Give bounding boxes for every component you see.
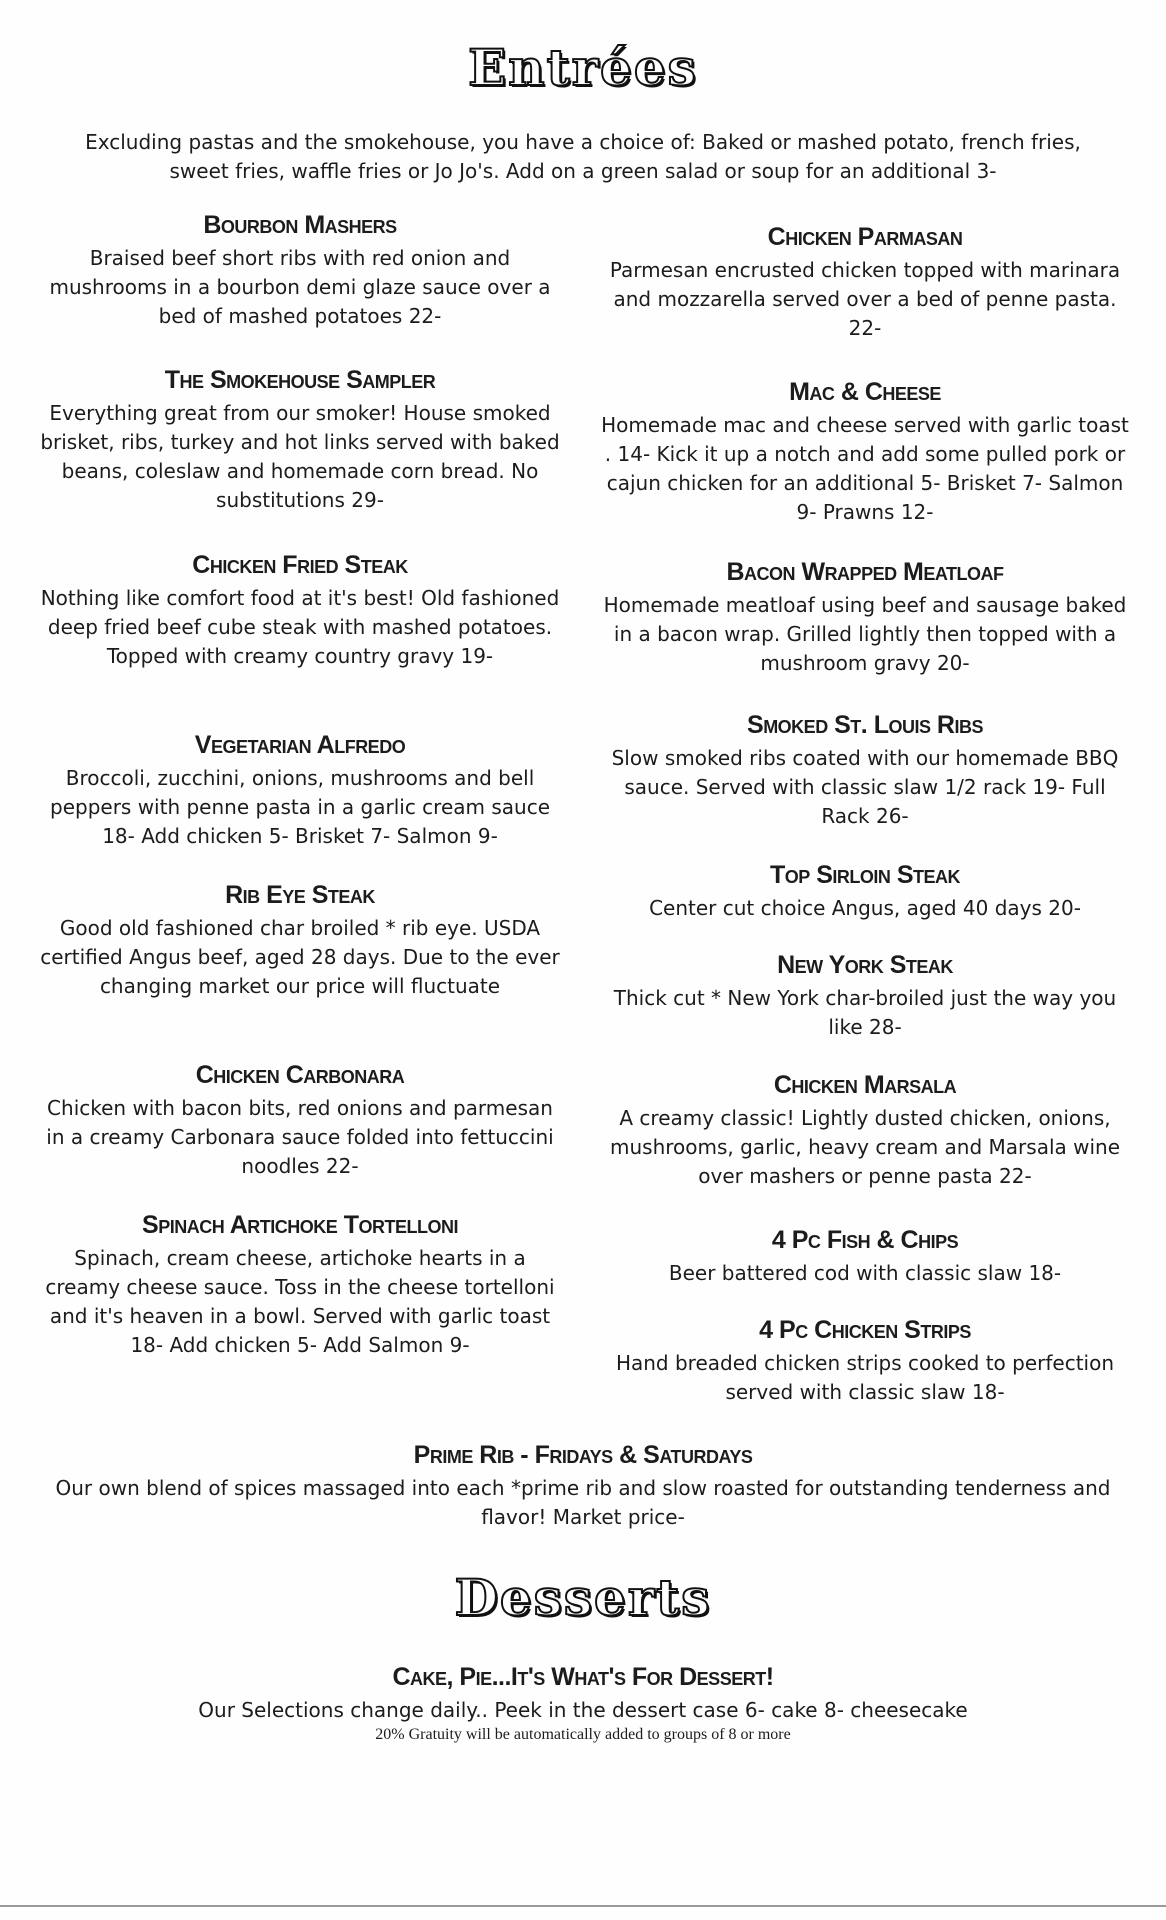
menu-item-chicken-fried-steak [40,550,560,671]
menu-item-description: Slow smoked ribs coated with our homemade BBQ sauce. Served with classic slaw 1/2 rack 19- Full Rack 26- [611,746,1119,828]
menu-item-description: Broccoli, zucchini, onions, mushrooms and bell peppers with penne pasta in a garlic cream sauce 18- Add chicken 5- Brisket 7- Salmon 9- [50,766,550,848]
desserts-heading: Desserts [454,1568,712,1627]
menu-item-description: Our own blend of spices massaged into each *prime rib and slow roasted for outstanding tenderness and flavor! Market price- [55,1476,1111,1529]
menu-item-spinach-artichoke-tortelloni [40,1210,560,1360]
menu-item-description: Nothing like comfort food at it's best! Old fashioned deep fried beef cube steak with mashed potatoes. Topped with creamy country gravy 19- [40,586,560,668]
menu-item-bacon-wrapped-meatloaf [600,557,1130,678]
entrees-intro: Excluding pastas and the smokehouse, you have a choice of: Baked or mashed potato, french fries, sweet fries, waffle fries or Jo Jo's. Add on a green salad or soup for an additional 3- [85,130,1081,183]
menu-item-smoked-st-louis-ribs [600,710,1130,831]
menu-item-title: Chicken Marsala [773,1071,957,1099]
menu-item-title: 4 Pc Chicken Strips [759,1316,971,1344]
menu-item-bourbon-mashers [40,210,560,331]
menu-item-description: Homemade meatloaf using beef and sausage baked in a bacon wrap. Grilled lightly then topped with a mushroom gravy 20- [603,593,1127,675]
dessert-title: Cake, Pie...It's What's For Dessert! [392,1663,774,1691]
menu-item-chicken-strips [600,1315,1130,1407]
menu-item-fish-and-chips [600,1225,1130,1288]
menu-item-title: The Smokehouse Sampler [164,366,436,394]
page-bottom-rule [0,1905,1166,1907]
menu-item-chicken-marsala [600,1070,1130,1191]
menu-item-title: Mac & Cheese [789,378,941,406]
menu-item-top-sirloin-steak [600,860,1130,923]
menu-item-title: Top Sirloin Steak [769,861,960,889]
menu-item-description: Parmesan encrusted chicken topped with marinara and mozzarella served over a bed of penne pasta. 22- [609,258,1121,340]
menu-item-description: Spinach, cream cheese, artichoke hearts in a creamy cheese sauce. Toss in the cheese tortelloni and it's heaven in a bowl. Served with garlic toast 18- Add chicken 5- Add Salmon 9- [45,1246,555,1357]
menu-item-title: New York Steak [777,951,953,979]
menu-item-chicken-parmasan [600,222,1130,343]
dessert-item [30,1662,1136,1745]
menu-item-rib-eye-steak [40,880,560,1001]
menu-item-description: Hand breaded chicken strips cooked to perfection served with classic slaw 18- [615,1351,1115,1404]
menu-item-description: Beer battered cod with classic slaw 18- [668,1261,1062,1285]
menu-item-title: Vegetarian Alfredo [194,731,406,759]
entrees-heading: Entrées [468,38,698,97]
menu-item-title: Bacon Wrapped Meatloaf [726,558,1004,586]
menu-item-vegetarian-alfredo [40,730,560,851]
menu-item-title: Prime Rib - Fridays & Saturdays [413,1441,753,1469]
menu-item-chicken-carbonara [40,1060,560,1181]
menu-item-new-york-steak [600,950,1130,1042]
menu-item-title: Chicken Fried Steak [192,551,408,579]
menu-item-title: Chicken Carbonara [195,1061,405,1089]
dessert-description: Our Selections change daily.. Peek in the dessert case 6- cake 8- cheesecake [198,1698,968,1722]
menu-item-mac-and-cheese [600,377,1130,527]
menu-item-title: Spinach Artichoke Tortelloni [142,1211,458,1239]
menu-item-description: Chicken with bacon bits, red onions and parmesan in a creamy Carbonara sauce folded into fettuccini noodles 22- [46,1096,554,1178]
menu-item-description: Homemade mac and cheese served with garlic toast . 14- Kick it up a notch and add some pulled pork or cajun chicken for an additional 5- Brisket 7- Salmon 9- Prawns 12- [601,413,1129,524]
menu-item-smokehouse-sampler [40,365,560,515]
menu-item-prime-rib [30,1440,1136,1532]
menu-item-title: 4 Pc Fish & Chips [771,1226,959,1254]
menu-item-title: Chicken Parmasan [767,223,963,251]
menu-item-description: Good old fashioned char broiled * rib eye. USDA certified Angus beef, aged 28 days. Due to the ever changing market our price will fluctuate [40,916,560,998]
menu-item-description: Center cut choice Angus, aged 40 days 20- [649,896,1081,920]
menu-item-description: A creamy classic! Lightly dusted chicken, onions, mushrooms, garlic, heavy cream and Marsala wine over mashers or penne pasta 22- [609,1106,1121,1188]
menu-item-description: Braised beef short ribs with red onion and mushrooms in a bourbon demi glaze sauce over a bed of mashed potatoes 22- [49,246,551,328]
menu-item-title: Rib Eye Steak [225,881,375,909]
menu-item-title: Bourbon Mashers [203,211,397,239]
menu-item-description: Thick cut * New York char-broiled just the way you like 28- [613,986,1117,1039]
menu-item-description: Everything great from our smoker! House smoked brisket, ribs, turkey and hot links served with baked beans, coleslaw and homemade corn bread. No substitutions 29- [40,401,560,512]
menu-item-title: Smoked St. Louis Ribs [747,711,983,739]
gratuity-note: 20% Gratuity will be automatically added to groups of 8 or more [375,1726,791,1743]
